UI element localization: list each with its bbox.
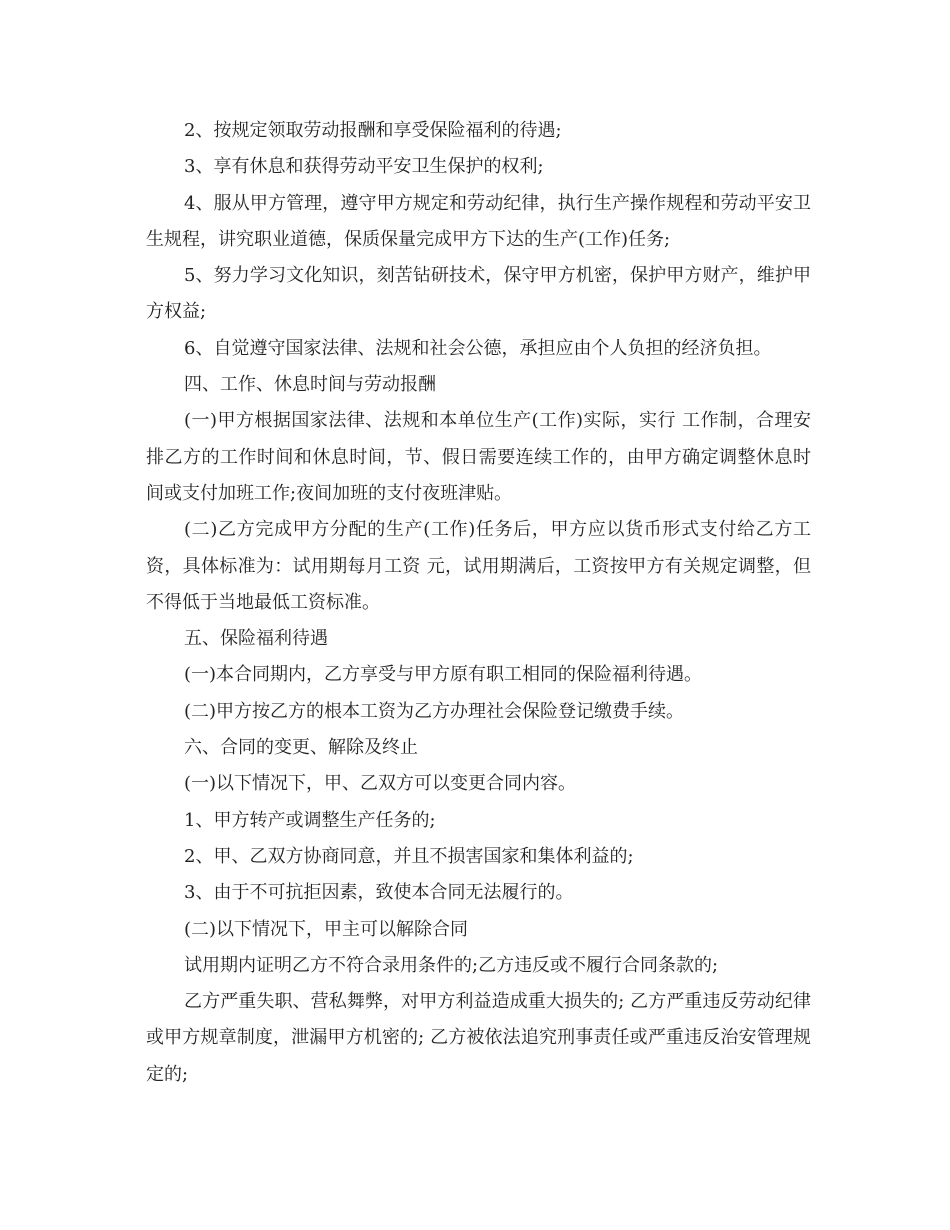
section-heading-work-hours: 四、工作、休息时间与劳动报酬 [184, 374, 436, 396]
paragraph-work-schedule: (一)甲方根据国家法律、法规和本单位生产(工作)实际，实行 工作制，合理安排乙方的工作时间和休息时间，节、假日需要连续工作的，由甲方确定调整休息时间或支付加班工作;夜间加班的支付夜班津贴。 [146, 410, 811, 504]
section-heading-insurance: 五、保险福利待遇 [184, 628, 328, 650]
paragraph-item-3-rest: 3、享有休息和获得劳动平安卫生保护的权利; [184, 156, 544, 178]
paragraph-probation-termination: 试用期内证明乙方不符合录用条件的;乙方违反或不履行合同条款的; [184, 954, 719, 976]
paragraph-wages: (二)乙方完成甲方分配的生产(工作)任务后，甲方应以货币形式支付给乙方工资，具体标准为：试用期每月工资 元，试用期满后，工资按甲方有关规定调整，但不得低于当地最低工资标准。 [146, 519, 811, 613]
paragraph-insurance-benefits: (一)本合同期内，乙方享受与甲方原有职工相同的保险福利待遇。 [184, 664, 703, 686]
paragraph-social-insurance: (二)甲方按乙方的根本工资为乙方办理社会保险登记缴费手续。 [184, 700, 685, 722]
paragraph-change-item-3: 3、由于不可抗拒因素，致使本合同无法履行的。 [184, 882, 574, 904]
paragraph-change-item-1: 1、甲方转产或调整生产任务的; [184, 809, 436, 831]
paragraph-item-2-benefits: 2、按规定领取劳动报酬和享受保险福利的待遇; [184, 120, 562, 141]
paragraph-item-6-law: 6、自觉遵守国家法律、法规和社会公德，承担应由个人负担的经济负担。 [184, 337, 772, 359]
paragraph-termination-conditions: (二)以下情况下，甲主可以解除合同 [184, 918, 469, 940]
paragraph-item-5-study: 5、努力学习文化知识，刻苦钻研技术，保守甲方机密，保护甲方财产，维护甲方权益; [146, 265, 811, 323]
paragraph-item-4-obey: 4、服从甲方管理，遵守甲方规定和劳动纪律，执行生产操作规程和劳动平安卫生规程，讲究职业道德，保质保量完成甲方下达的生产(工作)任务; [146, 192, 811, 250]
paragraph-misconduct-termination: 乙方严重失职、营私舞弊，对甲方利益造成重大损失的; 乙方严重违反劳动纪律或甲方规章制度，泄漏甲方机密的; 乙方被依法追究刑事责任或严重违反治安管理规定的; [146, 991, 811, 1085]
paragraph-change-conditions: (一)以下情况下，甲、乙双方可以变更合同内容。 [184, 773, 577, 795]
document-body [146, 113, 811, 1093]
paragraph-change-item-2: 2、甲、乙双方协商同意，并且不损害国家和集体利益的; [184, 845, 634, 867]
section-heading-contract-changes: 六、合同的变更、解除及终止 [184, 737, 418, 759]
